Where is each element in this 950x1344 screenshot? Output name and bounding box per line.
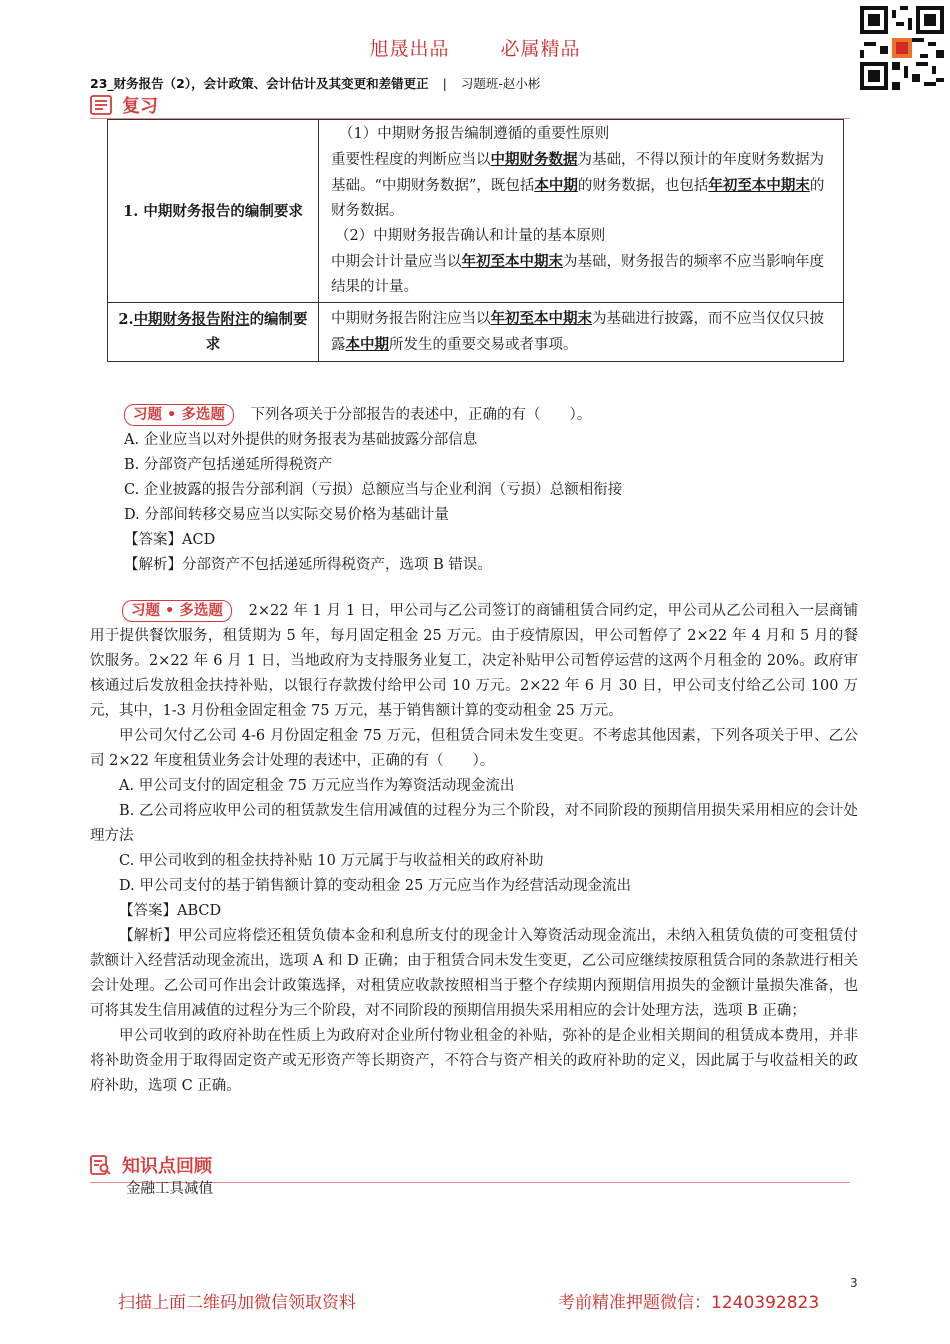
- question-2-stem-block: [90, 599, 858, 724]
- question-1-analysis: 【解析】分部资产不包括递延所得税资产，选项 B 错误。: [124, 557, 492, 573]
- section-review-title: 复习: [122, 96, 158, 117]
- emphasis: 年初至本中期末: [490, 310, 592, 327]
- emphasis: 中期财务报告附注: [133, 311, 250, 328]
- title-separator: |: [442, 76, 447, 91]
- question-2-analysis-1: 【解析】甲公司应将偿还租赁负债本金和利息所支付的现金计入筹资活动现金流出，未纳入租赁负债的可变租赁付款额计入经营活动现金流出，选项 A 和 D 正确；由于租赁合同未发生变更，乙公司应继续按原租赁合同的条款进行相关会计处理。乙公司可作出会计政策选择，对租赁应收款按照相当于整个存续期内预期信用损失的金额计量损失准备，也可将其发生信用减值的过程分为三个阶段，对不同阶段的预期信用损失采用相应的会计处理方法，选项 B 正确；: [90, 928, 858, 1019]
- review-row-2: [108, 303, 844, 362]
- emphasis: 中期财务数据: [490, 151, 578, 168]
- qr-code-icon: [860, 6, 944, 90]
- question-1-option-c: C. 企业披露的报告分部利润（亏损）总额应当与企业利润（亏损）总额相衔接: [124, 482, 623, 498]
- section-knowledge-header: [90, 1152, 212, 1178]
- review-row-1-p2: [331, 147, 831, 224]
- course-title: 23_财务报告（2），会计政策、会计估计及其变更和差错更正: [90, 76, 429, 91]
- question-2-answer: 【答案】ABCD: [119, 903, 222, 919]
- brand-left: 旭晟出品: [369, 38, 450, 60]
- brand-right: 必属精品: [500, 38, 581, 60]
- question-2-stem2: 甲公司欠付乙公司 4-6 月份固定租金 75 万元，但租赁合同未发生变更。不考虑其他因素，下列各项关于甲、乙公司 2×22 年度租赁业务会计处理的表述中，正确的有（ ）。: [90, 728, 858, 769]
- review-row-1-content: [319, 120, 844, 303]
- question-2-option-a: A. 甲公司支付的固定租金 75 万元应当作为筹资活动现金流出: [119, 778, 515, 794]
- question-1-option-b: B. 分部资产包括递延所得税资产: [124, 457, 333, 473]
- text: 中期会计计量应当以: [331, 254, 462, 270]
- section-knowledge-title: 知识点回顾: [122, 1156, 212, 1177]
- question-2-option-b: B. 乙公司将应收甲公司的租赁款发生信用减值的过程分为三个阶段，对不同阶段的预期信用损失采用相应的会计处理方法: [90, 803, 858, 844]
- text: 的财务数据。: [331, 178, 825, 219]
- question-1-option-a: A. 企业应当以对外提供的财务报表为基础披露分部信息: [124, 432, 478, 448]
- question-2-option-c: C. 甲公司收到的租金扶持补贴 10 万元属于与收益相关的政府补助: [119, 853, 544, 869]
- emphasis: 本中期: [345, 336, 389, 353]
- text: 为基础进行披露，而不应当仅仅只披露: [331, 311, 824, 353]
- review-row-1-p1: （1）中期财务报告编制遵循的重要性原则: [339, 126, 610, 142]
- question-1-stem: 下列各项关于分部报告的表述中，正确的有（ ）。: [250, 407, 592, 423]
- text: 为基础，不得以预计的年度财务数据为基础。“中期财务数据”，既包括: [331, 152, 824, 194]
- emphasis: 年初至本中期末: [708, 177, 810, 194]
- course-subtitle: 习题班-赵小彬: [460, 76, 541, 91]
- document-search-icon: [90, 1155, 112, 1175]
- course-title-bar: [90, 74, 540, 92]
- question-2-analysis-2: 甲公司收到的政府补助在性质上为政府对企业所付物业租金的补贴，弥补的是企业相关期间的租赁成本费用，并非将补助资金用于取得固定资产或无形资产等长期资产，不符合与资产相关的政府补助的定义，因此属于与收益相关的政府补助，选项 C 正确。: [90, 1028, 858, 1094]
- question-2: [90, 599, 858, 1099]
- review-row-2-content: [319, 303, 844, 362]
- text: 2.: [118, 311, 134, 328]
- text: 重要性程度的判断应当以: [331, 152, 491, 168]
- review-row-1-label: 1. 中期财务报告的编制要求: [108, 120, 319, 303]
- footer-left-text: 扫描上面二维码加微信领取资料: [118, 1293, 356, 1313]
- list-icon: [90, 95, 112, 115]
- question-2-option-d: D. 甲公司支付的基于销售额计算的变动租金 25 万元应当作为经营活动现金流出: [119, 878, 631, 894]
- section-review-header: [90, 92, 158, 118]
- question-1-tag: 习题 • 多选题: [124, 404, 234, 426]
- review-row-1: [108, 120, 844, 303]
- question-1-option-d: D. 分部间转移交易应当以实际交易价格为基础计量: [124, 507, 449, 523]
- question-2-tag: 习题 • 多选题: [122, 600, 232, 622]
- top-brand-line: [0, 34, 950, 61]
- text: 中期财务报告附注应当以: [331, 311, 491, 327]
- review-row-1-p3: （2）中期财务报告确认和计量的基本原则: [335, 228, 606, 244]
- review-table: [107, 119, 844, 362]
- emphasis: 年初至本中期末: [461, 253, 563, 270]
- question-2-stem: 2×22 年 1 月 1 日，甲公司与乙公司签订的商铺租赁合同约定，甲公司从乙公司租入一层商铺用于提供餐饮服务，租赁期为 5 年，每月固定租金 25 万元。由于疫情原因，甲公司暂停了 2×22 年 4 月和 5 月的餐饮服务。2×22 年 6 月 1 日，当地政府为支持服务业复工，决定补贴甲公司暂停运营的这两个月租金的 20%。政府审核通过后发放租金扶持补贴，以银行存款拨付给甲公司 10 万元。2×22 年 6 月 30 日，甲公司支付给乙公司 100 万元，其中，1-3 月份租金固定租金 75 万元，基于销售额计算的变动租金 25 万元。: [90, 603, 858, 719]
- text: 所发生的重要交易或者事项。: [389, 337, 578, 353]
- text: 的编制要求: [205, 311, 308, 353]
- review-row-2-label: [108, 303, 319, 362]
- footer-right-text: 考前精准押题微信：1240392823: [558, 1293, 820, 1313]
- review-row-1-p4: [331, 249, 831, 300]
- question-1-answer: 【答案】ACD: [124, 532, 216, 548]
- emphasis: 本中期: [534, 177, 578, 194]
- text: 为基础，财务报告的频率不应当影响年度结果的计量。: [331, 254, 824, 295]
- text: 的财务数据，也包括: [577, 178, 709, 194]
- question-1: [124, 403, 844, 578]
- knowledge-item: 金融工具减值: [126, 1181, 213, 1197]
- page-number: 3: [850, 1276, 858, 1290]
